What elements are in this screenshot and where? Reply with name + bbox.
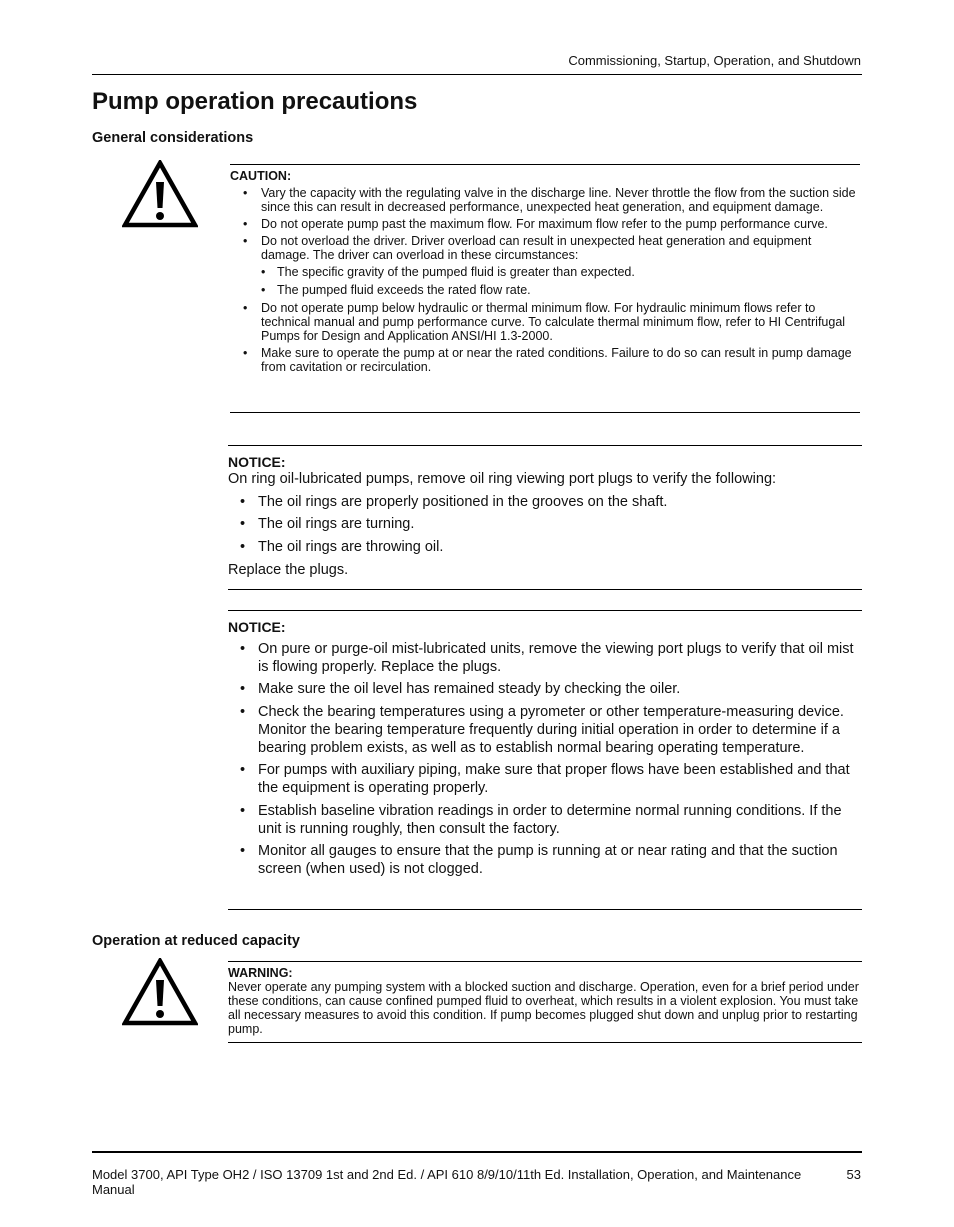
general-considerations-heading: General considerations: [92, 130, 254, 146]
notice-item: • The oil rings are throwing oil.: [228, 538, 862, 556]
footer-rule: [92, 1151, 862, 1153]
notice-list: [228, 640, 862, 879]
caution-item: • Do not overload the driver. Driver overload can result in unexpected heat generation and equipment damage. The driver can overload in these circumstances: • The specific gravity of the pumped fluid is greater than expected. • The pumped fluid exceeds the rated flow rate.: [230, 234, 860, 297]
caution-item: • Make sure to operate the pump at or near the rated conditions. Failure to do so can result in pump damage from cavitation or recirculation.: [230, 346, 860, 374]
caution-box: [230, 164, 860, 413]
notice-intro: On ring oil-lubricated pumps, remove oil ring viewing port plugs to verify the following:: [228, 471, 777, 487]
caution-label: CAUTION:: [230, 169, 292, 183]
reduced-capacity-heading: Operation at reduced capacity: [92, 933, 300, 949]
footer-manual-title: Model 3700, API Type OH2 / ISO 13709 1st and 2nd Ed. / API 610 8/9/10/11th Ed. Installation, Operation, and Maintenance Manual: [92, 1167, 802, 1197]
caution-item: • Do not operate pump below hydraulic or thermal minimum flow. For hydraulic minimum flows refer to technical manual and pump performance curve. To calculate thermal minimum flow, refer to HI Centrifugal Pumps for Design and Application ANSI/HI 1.3-2000.: [230, 301, 860, 343]
notice-box-oil-ring: [228, 445, 862, 590]
warning-label: WARNING:: [228, 966, 293, 980]
warning-triangle-icon: [122, 958, 198, 1026]
page-number: 53: [846, 1167, 861, 1182]
notice-item: • Make sure the oil level has remained steady by checking the oiler.: [228, 680, 862, 698]
notice-label: NOTICE:: [228, 619, 286, 635]
header-rule: [92, 74, 862, 75]
caution-sublist: [261, 265, 860, 297]
notice-item: • For pumps with auxiliary piping, make sure that proper flows have been established and that the equipment is operating properly.: [228, 761, 862, 797]
notice-outro: Replace the plugs.: [228, 561, 349, 578]
notice-item: • The oil rings are properly positioned in the grooves on the shaft.: [228, 493, 862, 511]
notice-box-oil-mist: [228, 610, 862, 910]
caution-subitem: • The specific gravity of the pumped fluid is greater than expected.: [261, 265, 860, 279]
notice-list: [228, 493, 862, 556]
warning-text: Never operate any pumping system with a blocked suction and discharge. Operation, even for a brief period under these conditions, can cause confined pumped fluid to overheat, which results in a violent explosion. You must take all necessary measures to avoid this condition. If pump becomes plugged shut down and unplug prior to restarting pump.: [228, 980, 859, 1036]
running-header: Commissioning, Startup, Operation, and Shutdown: [568, 53, 861, 68]
warning-box: [228, 961, 862, 1043]
notice-item: • Monitor all gauges to ensure that the pump is running at or near rating and that the suction screen (when used) is not clogged.: [228, 842, 862, 878]
notice-item: • Check the bearing temperatures using a pyrometer or other temperature-measuring device. Monitor the bearing temperature frequently during initial operation in order to determine if a bearing problem exists, as well as to establish normal bearing operating temperature.: [228, 703, 862, 757]
notice-item: • Establish baseline vibration readings in order to determine normal running conditions. If the unit is running roughly, then consult the factory.: [228, 802, 862, 838]
notice-item: • The oil rings are turning.: [228, 515, 862, 533]
caution-item: • Vary the capacity with the regulating valve in the discharge line. Never throttle the flow from the suction side since this can result in decreased performance, unexpected heat generation, and equipment damage.: [230, 186, 860, 214]
notice-label: NOTICE:: [228, 454, 286, 470]
caution-item: • Do not operate pump past the maximum flow. For maximum flow refer to the pump performance curve.: [230, 217, 860, 231]
notice-item: • On pure or purge-oil mist-lubricated units, remove the viewing port plugs to verify that oil mist is flowing properly. Replace the plugs.: [228, 640, 862, 676]
caution-list: [230, 186, 860, 374]
warning-triangle-icon: [122, 160, 198, 228]
caution-subitem: • The pumped fluid exceeds the rated flow rate.: [261, 283, 860, 297]
page-title: Pump operation precautions: [92, 88, 418, 115]
